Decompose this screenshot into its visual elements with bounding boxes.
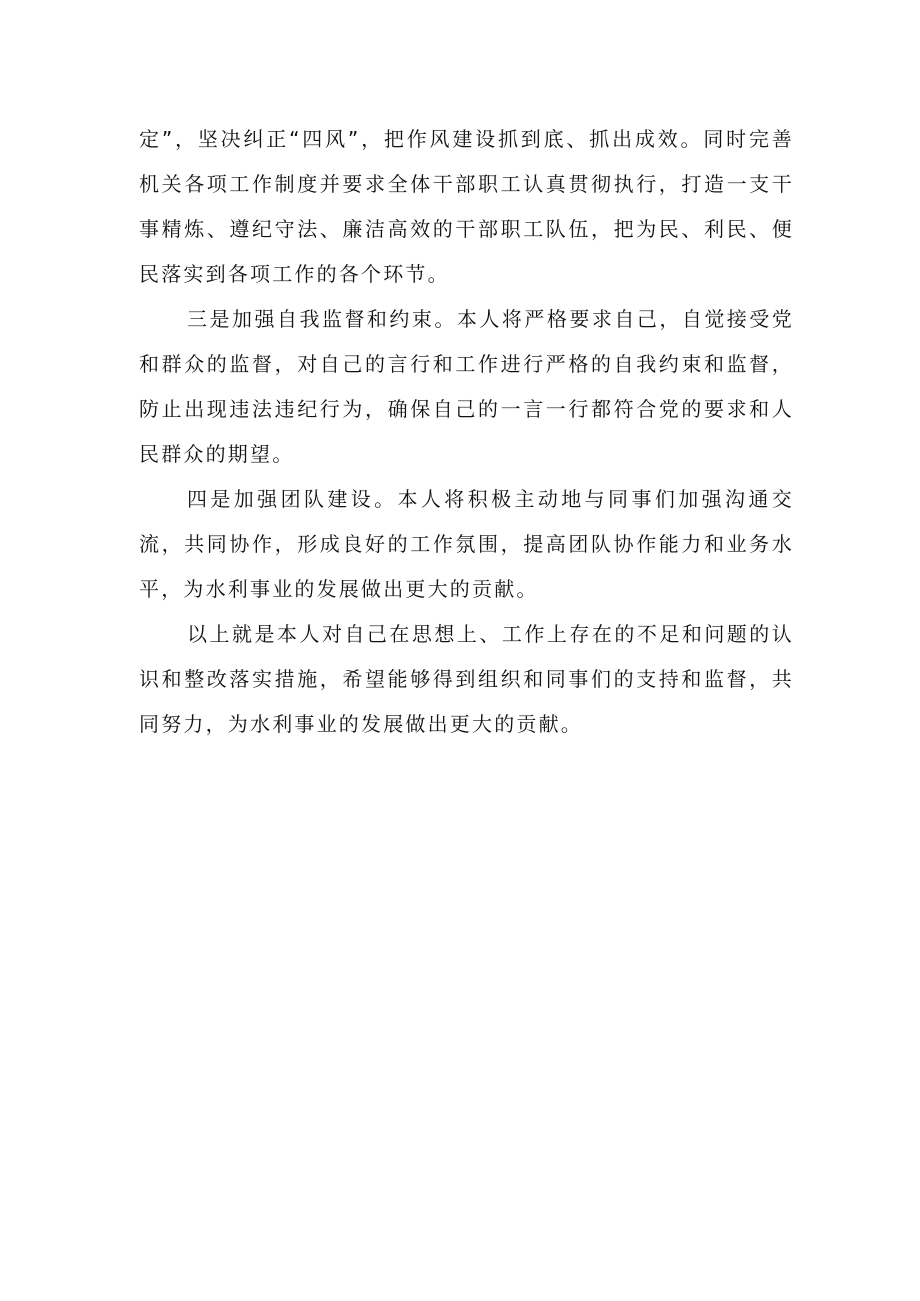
document-body (139, 117, 794, 747)
paragraph-conclusion: 以上就是本人对自己在思想上、工作上存在的不足和问题的认识和整改落实措施，希望能够得到组织和同事们的支持和监督，共同努力，为水利事业的发展做出更大的贡献。 (139, 622, 794, 736)
paragraph-team-building: 四是加强团队建设。本人将积极主动地与同事们加强沟通交流，共同协作，形成良好的工作氛围，提高团队协作能力和业务水平，为水利事业的发展做出更大的贡献。 (139, 487, 794, 601)
paragraph-continuation: 定”，坚决纠正“四风”，把作风建设抓到底、抓出成效。同时完善机关各项工作制度并要求全体干部职工认真贯彻执行，打造一支干事精炼、遵纪守法、廉洁高效的干部职工队伍，把为民、利民、便民落实到各项工作的各个环节。 (139, 127, 794, 286)
paragraph-self-supervision: 三是加强自我监督和约束。本人将严格要求自己，自觉接受党和群众的监督，对自己的言行和工作进行严格的自我约束和监督，防止出现违法违纪行为，确保自己的一言一行都符合党的要求和人民群众的期望。 (139, 307, 794, 466)
